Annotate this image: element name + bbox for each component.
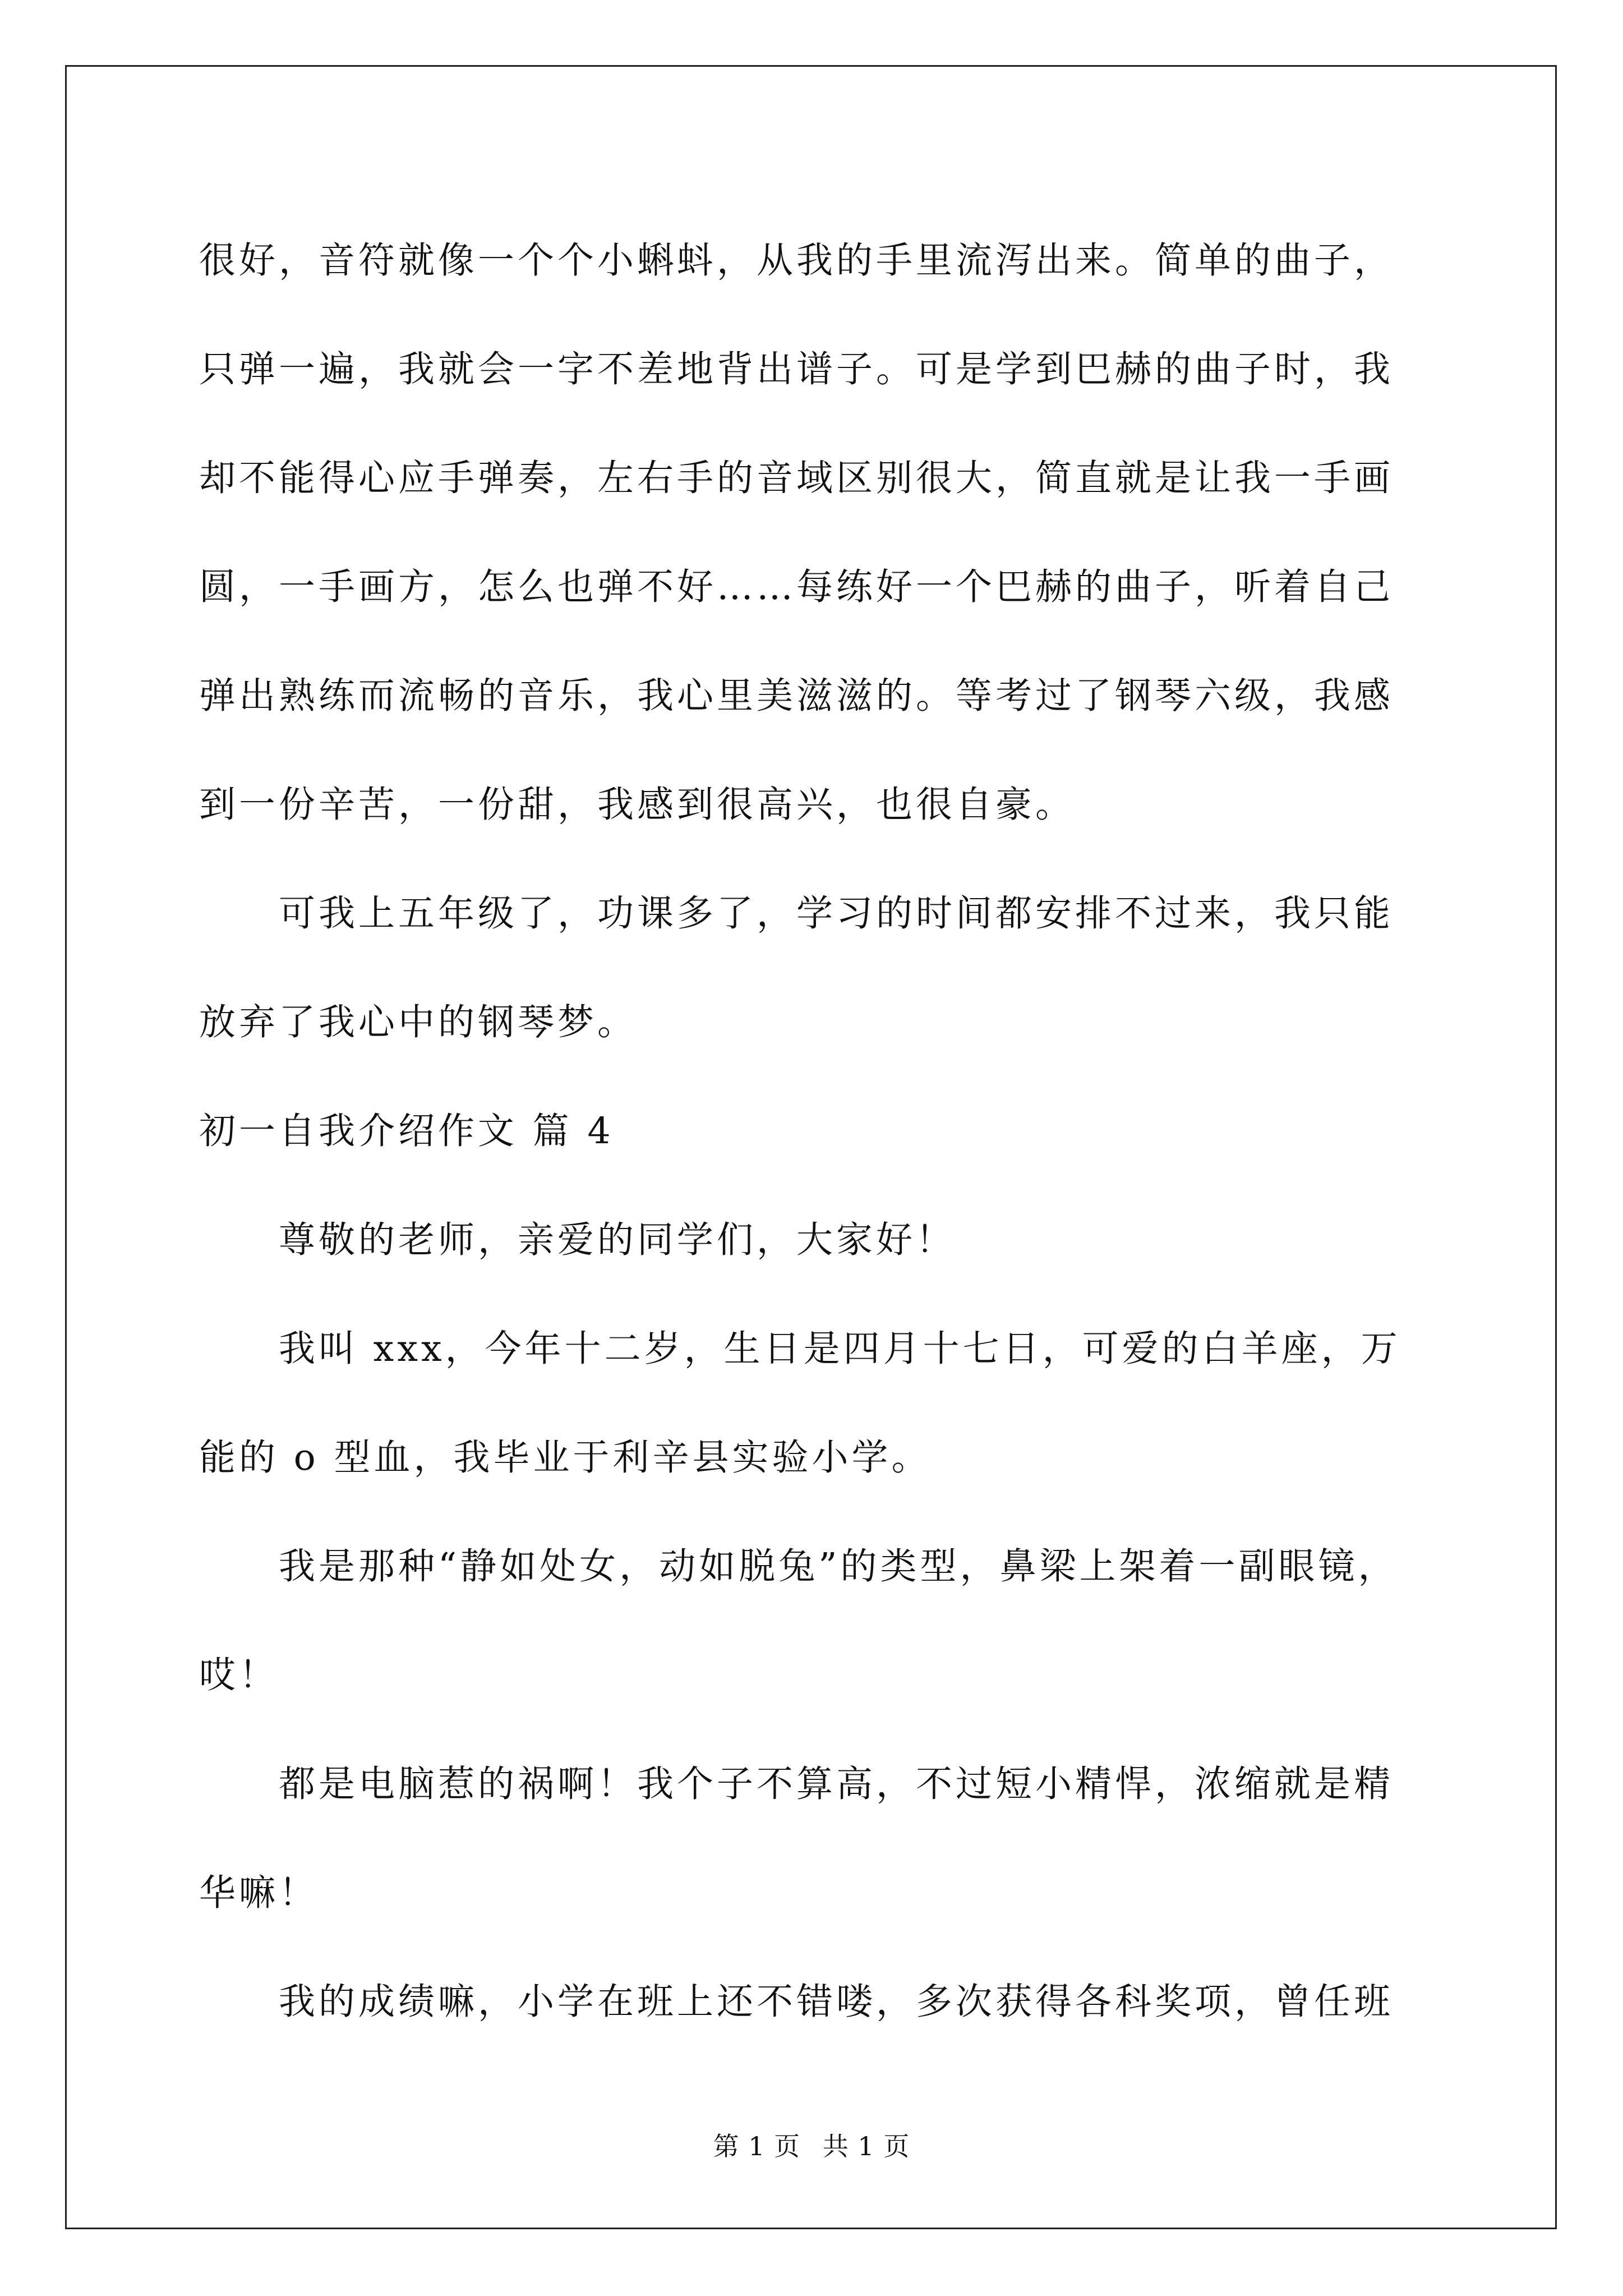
text-line: 只弹一遍，我就会一字不差地背出谱子。可是学到巴赫的曲子时，我 — [199, 348, 1394, 390]
text-line: 能的 o 型血，我毕业于利辛县实验小学。 — [199, 1437, 932, 1479]
text-line: 尊敬的老师，亲爱的同学们，大家好！ — [199, 1219, 956, 1261]
text-line: 华嘛！ — [199, 1872, 319, 1914]
page-number: 第 1 页 — [713, 2131, 801, 2161]
text-line: 却不能得心应手弹奏，左右手的音域区别很大，简直就是让我一手画 — [199, 457, 1394, 499]
text-line: 我是那种“静如处女，动如脱兔”的类型，鼻梁上架着一副眼镜， — [199, 1545, 1398, 1588]
section-heading: 初一自我介绍作文 篇 4 — [199, 1110, 614, 1152]
document-body — [199, 206, 1422, 2056]
page-footer — [0, 2126, 1623, 2163]
text-line: 都是电脑惹的祸啊！我个子不算高，不过短小精悍，浓缩就是精 — [199, 1763, 1394, 1805]
page-total: 共 1 页 — [822, 2131, 910, 2161]
text-line: 放弃了我心中的钢琴梦。 — [199, 1001, 638, 1043]
text-line: 哎！ — [199, 1654, 279, 1696]
text-line: 弹出熟练而流畅的音乐，我心里美滋滋的。等考过了钢琴六级，我感 — [199, 675, 1394, 717]
text-line: 可我上五年级了，功课多了，学习的时间都安排不过来，我只能 — [199, 892, 1394, 935]
text-line: 到一份辛苦，一份甜，我感到很高兴，也很自豪。 — [199, 784, 1076, 826]
text-line: 我叫 xxx，今年十二岁，生日是四月十七日，可爱的白羊座，万 — [199, 1328, 1401, 1370]
text-line: 很好，音符就像一个个小蝌蚪，从我的手里流泻出来。简单的曲子， — [199, 240, 1394, 282]
text-line: 我的成绩嘛，小学在班上还不错喽，多次获得各科奖项，曾任班 — [199, 1981, 1394, 2023]
text-line: 圆，一手画方，怎么也弹不好……每练好一个巴赫的曲子，听着自己 — [199, 566, 1394, 608]
